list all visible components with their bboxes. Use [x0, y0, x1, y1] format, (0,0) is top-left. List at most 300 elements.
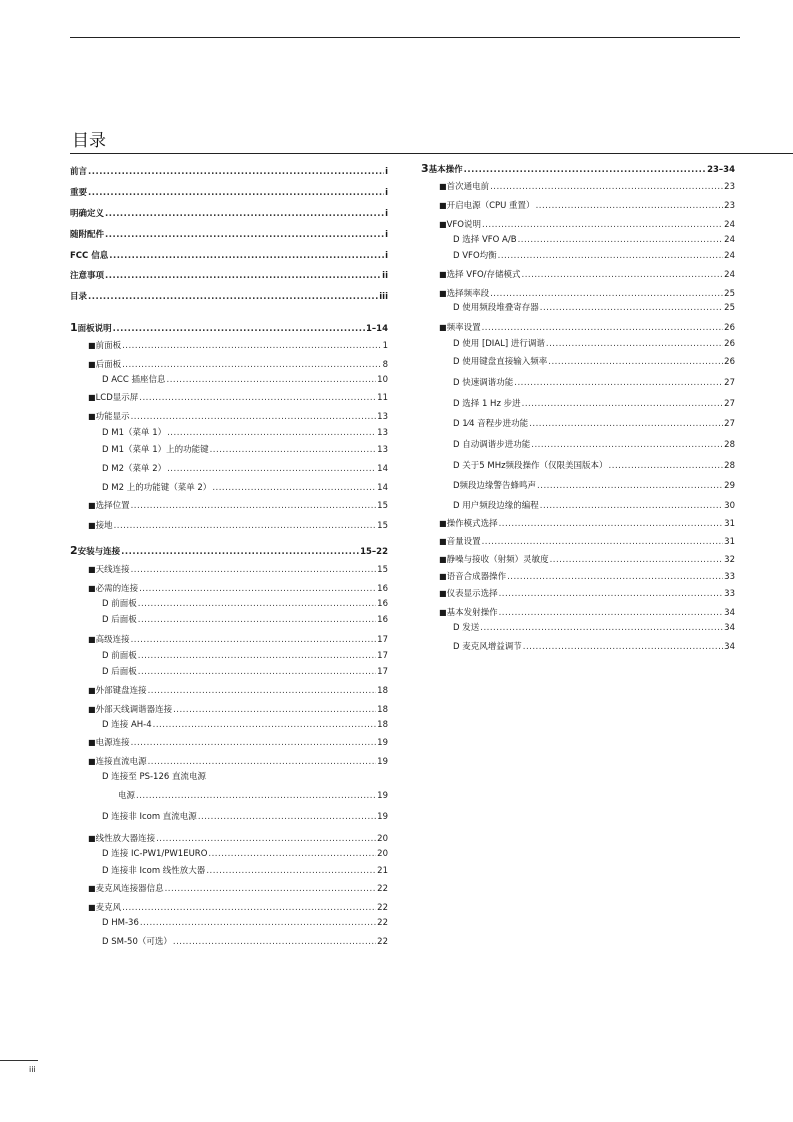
toc-entry[interactable] — [421, 499, 735, 513]
square-bullet-icon: ■ — [439, 270, 447, 279]
toc-entry[interactable] — [421, 587, 735, 601]
toc-entry[interactable] — [421, 479, 735, 493]
toc-entry-title: 电源连接 — [95, 738, 130, 748]
toc-entry-title: D M1（菜单 1）上的功能键 — [102, 445, 209, 455]
dot-leader — [131, 410, 377, 424]
dot-leader — [482, 218, 723, 232]
toc-entry[interactable] — [70, 810, 388, 824]
toc-entry-page: 13 — [377, 412, 388, 422]
toc-entry-page: 15 — [377, 501, 388, 511]
toc-entry-page: 1 — [382, 341, 388, 351]
square-bullet-icon: ■ — [88, 393, 96, 402]
toc-entry-title: 频率设置 — [446, 323, 481, 333]
toc-entry-title: D 连接非 Icom 线性放大器 — [102, 866, 206, 876]
toc-entry-title: 仪表显示选择 — [446, 589, 498, 599]
toc-entry-title: 开启电源（CPU 重置） — [446, 201, 535, 211]
toc-entry-title: 功能显示 — [95, 412, 130, 422]
toc-entry-title: VFO说明 — [446, 220, 481, 230]
toc-entry[interactable] — [421, 337, 735, 351]
toc-entry[interactable] — [421, 397, 735, 411]
toc-entry-page: 32 — [724, 555, 735, 565]
dot-leader — [548, 355, 723, 369]
toc-entry[interactable] — [70, 165, 388, 179]
dot-leader — [490, 180, 723, 194]
toc-entry-title: 连接直流电源 — [95, 757, 147, 767]
chapter-number: 1 — [70, 321, 78, 334]
toc-entry-title: D 前面板 — [102, 599, 137, 609]
toc-entry-title: 必需的连接 — [95, 584, 139, 594]
toc-entry-title: FCC 信息 — [70, 251, 109, 261]
toc-entry[interactable] — [70, 832, 388, 846]
dot-leader — [131, 563, 377, 577]
dot-leader — [131, 633, 377, 647]
toc-entry-page: 13 — [377, 445, 388, 455]
square-bullet-icon: ■ — [88, 738, 96, 747]
toc-entry[interactable] — [70, 882, 388, 896]
dot-leader — [546, 337, 723, 351]
toc-entry[interactable] — [70, 269, 388, 283]
toc-entry-title: 重要 — [70, 188, 88, 198]
square-bullet-icon: ■ — [88, 686, 96, 695]
toc-entry[interactable] — [70, 339, 388, 353]
toc-entry[interactable] — [70, 901, 388, 915]
toc-entry-page: 34 — [724, 623, 735, 633]
dot-leader — [167, 373, 377, 387]
square-bullet-icon: ■ — [439, 220, 447, 229]
toc-entry-title: 注意事项 — [70, 271, 105, 281]
toc-entry-page: 31 — [724, 537, 735, 547]
dot-leader — [210, 443, 377, 457]
toc-entry[interactable] — [70, 684, 388, 698]
toc-entry-title: D 连接非 Icom 直流电源 — [102, 812, 197, 822]
toc-entry-title: D 选择 1 Hz 步进 — [453, 399, 521, 409]
dot-leader — [136, 789, 376, 803]
toc-entry[interactable] — [70, 544, 388, 558]
toc-entry-title: 电源 — [118, 791, 136, 801]
square-bullet-icon: ■ — [439, 537, 447, 546]
toc-entry-title: 基本操作 — [428, 165, 463, 175]
toc-entry-title: 线性放大器连接 — [95, 834, 156, 844]
toc-entry-title: D 使用频段堆叠寄存器 — [453, 303, 539, 313]
toc-entry[interactable] — [70, 864, 388, 878]
toc-entry[interactable] — [421, 621, 735, 635]
toc-entry-title: 目录 — [70, 292, 88, 302]
toc-entry-page: 11 — [377, 393, 388, 403]
toc-entry-page: 20 — [377, 834, 388, 844]
toc-entry-page: 16 — [377, 584, 388, 594]
toc-entry-title: D 麦克风增益调节 — [453, 642, 522, 652]
toc-entry-title: D 1⁄4 音程步进功能 — [453, 419, 529, 429]
toc-entry[interactable] — [421, 535, 735, 549]
dot-leader — [165, 882, 377, 896]
square-bullet-icon: ■ — [88, 412, 96, 421]
square-bullet-icon: ■ — [439, 589, 447, 598]
dot-leader — [609, 459, 724, 473]
square-bullet-icon: ■ — [88, 834, 96, 843]
toc-entry-title: 明确定义 — [70, 209, 105, 219]
toc-entry[interactable] — [70, 703, 388, 717]
toc-entry-page: 19 — [377, 791, 388, 801]
toc-entry-page: 22 — [377, 884, 388, 894]
toc-entry-title: D 后面板 — [102, 667, 137, 677]
dot-leader — [122, 339, 382, 353]
toc-entry[interactable] — [421, 180, 735, 194]
dot-leader — [131, 736, 377, 750]
dot-leader — [499, 606, 724, 620]
toc-entry-page: i — [385, 188, 388, 198]
toc-entry-page: 17 — [377, 667, 388, 677]
toc-entry-title: LCD显示屏 — [95, 393, 139, 403]
toc-entry[interactable] — [70, 228, 388, 242]
toc-entry-page: 21 — [377, 866, 388, 876]
toc-entry-title: 安装与连接 — [77, 547, 121, 557]
toc-entry-page: 22 — [377, 937, 388, 947]
toc-entry-page: 27 — [724, 399, 735, 409]
toc-entry[interactable] — [421, 321, 735, 335]
square-bullet-icon: ■ — [88, 705, 96, 714]
dot-leader — [206, 864, 376, 878]
toc-entry[interactable] — [70, 847, 388, 861]
dot-leader — [464, 163, 706, 177]
toc-entry-page: i — [385, 230, 388, 240]
dot-leader — [540, 301, 723, 315]
toc-entry-title: 选择频率段 — [446, 289, 490, 299]
toc-entry[interactable] — [70, 249, 388, 263]
toc-entry-page: 15 — [377, 521, 388, 531]
toc-entry[interactable] — [421, 233, 735, 247]
square-bullet-icon: ■ — [88, 635, 96, 644]
dot-leader — [529, 417, 723, 431]
dot-leader — [88, 186, 384, 200]
toc-entry[interactable] — [70, 373, 388, 387]
toc-entry[interactable] — [70, 633, 388, 647]
toc-entry-title: 高级连接 — [95, 635, 130, 645]
toc-entry[interactable] — [421, 570, 735, 584]
toc-entry[interactable] — [70, 499, 388, 513]
toc-entry-page: 34 — [724, 642, 735, 652]
toc-entry-title: D 使用键盘直接输入频率 — [453, 357, 548, 367]
toc-entry[interactable] — [421, 438, 735, 452]
toc-entry-title: 随附配件 — [70, 230, 105, 240]
toc-entry[interactable] — [70, 391, 388, 405]
page-title: 目录 — [72, 131, 106, 151]
toc-entry-page: 26 — [724, 357, 735, 367]
toc-entry[interactable] — [421, 355, 735, 369]
toc-entry-page: 24 — [724, 251, 735, 261]
toc-entry-title: D M2 上的功能键（菜单 2） — [102, 483, 212, 493]
toc-entry-page: 15 — [377, 565, 388, 575]
dot-leader — [105, 228, 384, 242]
square-bullet-icon: ■ — [88, 521, 96, 530]
toc-entry-page: 25 — [724, 289, 735, 299]
dot-leader — [536, 199, 724, 213]
toc-entry[interactable] — [70, 186, 388, 200]
chapter-number: 3 — [421, 162, 429, 175]
toc-entry-title: D 发送 — [453, 623, 480, 633]
chapter-number: 2 — [70, 544, 78, 557]
dot-leader — [138, 597, 376, 611]
toc-entry-page: 1–14 — [366, 324, 388, 334]
square-bullet-icon: ■ — [88, 565, 96, 574]
toc-entry-page: 10 — [377, 375, 388, 385]
toc-entry-title: D ACC 插座信息 — [102, 375, 166, 385]
dot-leader — [550, 553, 724, 567]
square-bullet-icon: ■ — [439, 289, 447, 298]
toc-entry-page: 19 — [377, 812, 388, 822]
toc-entry-title: D VFO均衡 — [453, 251, 497, 261]
toc-entry[interactable] — [421, 459, 735, 473]
toc-entry-page: iii — [379, 292, 388, 302]
toc-entry-title: 前言 — [70, 167, 88, 177]
toc-entry-page: 31 — [724, 519, 735, 529]
toc-entry-title: D 使用 [DIAL] 进行调谐 — [453, 339, 545, 349]
toc-entry-page: 19 — [377, 757, 388, 767]
toc-entry-title: 操作模式选择 — [446, 519, 498, 529]
toc-entry-title: 基本发射操作 — [446, 608, 498, 618]
toc-entry[interactable] — [421, 249, 735, 263]
toc-entry[interactable] — [70, 770, 388, 784]
toc-entry-page: 17 — [377, 651, 388, 661]
toc-entry-page: 17 — [377, 635, 388, 645]
square-bullet-icon: ■ — [88, 757, 96, 766]
dot-leader — [540, 499, 723, 513]
toc-entry-title: 后面板 — [95, 360, 122, 370]
toc-entry-title: D M1（菜单 1） — [102, 428, 167, 438]
dot-leader — [153, 718, 377, 732]
toc-entry-page: 16 — [377, 599, 388, 609]
square-bullet-icon: ■ — [88, 903, 96, 912]
toc-entry-title: D 自动调谐步进功能 — [453, 440, 531, 450]
toc-entry-title: D 快速调谐功能 — [453, 378, 514, 388]
toc-entry-page: 18 — [377, 705, 388, 715]
toc-entry-title: 麦克风连接器信息 — [95, 884, 164, 894]
toc-entry-title: 选择 VFO/存储模式 — [446, 270, 521, 280]
toc-entry[interactable] — [70, 410, 388, 424]
toc-entry-title: 选择位置 — [95, 501, 130, 511]
toc-entry-page: 24 — [724, 235, 735, 245]
toc-entry[interactable] — [421, 417, 735, 431]
toc-entry-page: 22 — [377, 903, 388, 913]
square-bullet-icon: ■ — [88, 584, 96, 593]
toc-entry-page: 27 — [724, 419, 735, 429]
toc-entry[interactable] — [70, 358, 388, 372]
toc-entry-page: 29 — [724, 481, 735, 491]
toc-entry-title: D 选择 VFO A/B — [453, 235, 517, 245]
square-bullet-icon: ■ — [439, 182, 447, 191]
dot-leader — [198, 810, 376, 824]
square-bullet-icon: ■ — [439, 572, 447, 581]
toc-entry[interactable] — [70, 718, 388, 732]
dot-leader — [499, 587, 724, 601]
dot-leader — [140, 916, 376, 930]
toc-entry-title: 音量设置 — [446, 537, 481, 547]
toc-entry[interactable] — [70, 613, 388, 627]
toc-entry-page: ii — [382, 271, 388, 281]
toc-entry-title: D 连接至 PS-126 直流电源 — [102, 772, 206, 782]
dot-leader — [156, 832, 376, 846]
toc-entry[interactable] — [421, 218, 735, 232]
toc-entry-page: 18 — [377, 720, 388, 730]
dot-leader — [139, 391, 376, 405]
square-bullet-icon: ■ — [439, 608, 447, 617]
dot-leader — [212, 481, 376, 495]
square-bullet-icon: ■ — [439, 519, 447, 528]
dot-leader — [208, 847, 376, 861]
toc-entry-page: 34 — [724, 608, 735, 618]
dot-leader — [518, 233, 724, 247]
toc-entry[interactable] — [421, 606, 735, 620]
toc-entry-page: 13 — [377, 428, 388, 438]
page-number: iii — [29, 1065, 36, 1074]
toc-entry-title: 外部键盘连接 — [95, 686, 147, 696]
toc-entry-page: i — [385, 167, 388, 177]
toc-entry-page: 19 — [377, 738, 388, 748]
dot-leader — [131, 499, 377, 513]
toc-entry-page: 14 — [377, 464, 388, 474]
footer-rule — [0, 1060, 38, 1061]
toc-entry-title: 面板说明 — [77, 324, 112, 334]
toc-entry[interactable] — [421, 301, 735, 315]
toc-entry[interactable] — [421, 640, 735, 654]
toc-entry-title: D SM-50（可选） — [102, 937, 172, 947]
toc-entry-page: 22 — [377, 918, 388, 928]
toc-entry-title: 天线连接 — [95, 565, 130, 575]
toc-entry-page: 25 — [724, 303, 735, 313]
dot-leader — [173, 935, 376, 949]
toc-entry[interactable] — [70, 519, 388, 533]
toc-entry-page: 23 — [724, 201, 735, 211]
toc-entry-title: D HM-36 — [102, 918, 139, 928]
dot-leader — [482, 535, 724, 549]
dot-leader — [88, 165, 384, 179]
dot-leader — [138, 649, 376, 663]
dot-leader — [148, 755, 377, 769]
toc-entry[interactable] — [70, 935, 388, 949]
toc-entry[interactable] — [421, 517, 735, 531]
square-bullet-icon: ■ — [88, 360, 96, 369]
toc-entry-page: 27 — [724, 378, 735, 388]
dot-leader — [139, 582, 376, 596]
dot-leader — [138, 665, 376, 679]
toc-entry[interactable] — [421, 287, 735, 301]
toc-entry-page: 33 — [724, 572, 735, 582]
dot-leader — [105, 207, 384, 221]
square-bullet-icon: ■ — [88, 341, 96, 350]
toc-entry-title: D 连接 IC-PW1/PW1EURO — [102, 849, 208, 859]
toc-entry-title: 外部天线调谐器连接 — [95, 705, 173, 715]
toc-entry[interactable] — [70, 597, 388, 611]
toc-entry[interactable] — [421, 162, 735, 176]
toc-entry-page: 28 — [724, 461, 735, 471]
toc-entry[interactable] — [70, 481, 388, 495]
toc-entry[interactable] — [70, 426, 388, 440]
toc-entry-page: 18 — [377, 686, 388, 696]
dot-leader — [522, 397, 724, 411]
dot-leader — [105, 269, 381, 283]
toc-entry[interactable] — [421, 376, 735, 390]
toc-entry-page: 16 — [377, 615, 388, 625]
toc-entry[interactable] — [70, 649, 388, 663]
toc-entry-page: 15–22 — [360, 547, 388, 557]
toc-entry-page: 30 — [724, 501, 735, 511]
toc-entry[interactable] — [70, 665, 388, 679]
dot-leader — [507, 570, 723, 584]
dot-leader — [173, 703, 376, 717]
toc-entry-title: 麦克风 — [95, 903, 122, 913]
toc-entry[interactable] — [70, 755, 388, 769]
dot-leader — [167, 462, 376, 476]
toc-entry-page: 33 — [724, 589, 735, 599]
square-bullet-icon: ■ — [88, 501, 96, 510]
toc-entry-page: 28 — [724, 440, 735, 450]
toc-entry-page: 24 — [724, 270, 735, 280]
dot-leader — [498, 249, 724, 263]
top-rule — [70, 37, 740, 38]
toc-entry-title: D 前面板 — [102, 651, 137, 661]
dot-leader — [148, 684, 377, 698]
toc-entry-title: D频段边缘警告蜂鸣声 — [453, 481, 537, 491]
toc-entry-title: D 用户频段边缘的编程 — [453, 501, 539, 511]
dot-leader — [167, 426, 376, 440]
toc-entry[interactable] — [421, 268, 735, 282]
dot-leader — [113, 322, 365, 336]
dot-leader — [482, 321, 724, 335]
dot-leader — [109, 249, 384, 263]
dot-leader — [522, 268, 724, 282]
toc-entry[interactable] — [70, 290, 388, 304]
toc-entry-page: 23–34 — [707, 165, 735, 175]
toc-entry[interactable] — [70, 321, 388, 335]
dot-leader — [514, 376, 723, 390]
toc-entry[interactable] — [70, 916, 388, 930]
toc-entry-page: 20 — [377, 849, 388, 859]
dot-leader — [122, 901, 376, 915]
toc-entry-page: i — [385, 251, 388, 261]
dot-leader — [138, 613, 376, 627]
toc-entry-title: 静噪与接收（射频）灵敏度 — [446, 555, 549, 565]
toc-entry[interactable] — [70, 563, 388, 577]
toc-entry-title: 语音合成器操作 — [446, 572, 507, 582]
toc-entry[interactable] — [421, 199, 735, 213]
toc-entry-title: 前面板 — [95, 341, 122, 351]
toc-entry-page: 24 — [724, 220, 735, 230]
toc-entry-title: 首次通电前 — [446, 182, 490, 192]
toc-entry[interactable] — [70, 443, 388, 457]
dot-leader — [114, 519, 377, 533]
toc-entry[interactable] — [70, 462, 388, 476]
dot-leader — [480, 621, 723, 635]
toc-entry-title: 接地 — [95, 521, 113, 531]
toc-entry-page: 26 — [724, 339, 735, 349]
toc-entry-title: D M2（菜单 2） — [102, 464, 167, 474]
toc-entry[interactable] — [70, 207, 388, 221]
toc-entry-title: D 关于5 MHz频段操作（仅限美国版本） — [453, 461, 608, 471]
toc-entry[interactable] — [70, 789, 388, 803]
toc-entry[interactable] — [421, 553, 735, 567]
square-bullet-icon: ■ — [439, 201, 447, 210]
dot-leader — [537, 479, 723, 493]
square-bullet-icon: ■ — [439, 555, 447, 564]
toc-entry[interactable] — [70, 582, 388, 596]
toc-entry-title: D 连接 AH-4 — [102, 720, 152, 730]
dot-leader — [122, 358, 382, 372]
toc-entry[interactable] — [70, 736, 388, 750]
toc-entry-page: 26 — [724, 323, 735, 333]
dot-leader — [531, 438, 723, 452]
toc-entry-page: 23 — [724, 182, 735, 192]
toc-entry-page: i — [385, 209, 388, 219]
dot-leader — [490, 287, 723, 301]
